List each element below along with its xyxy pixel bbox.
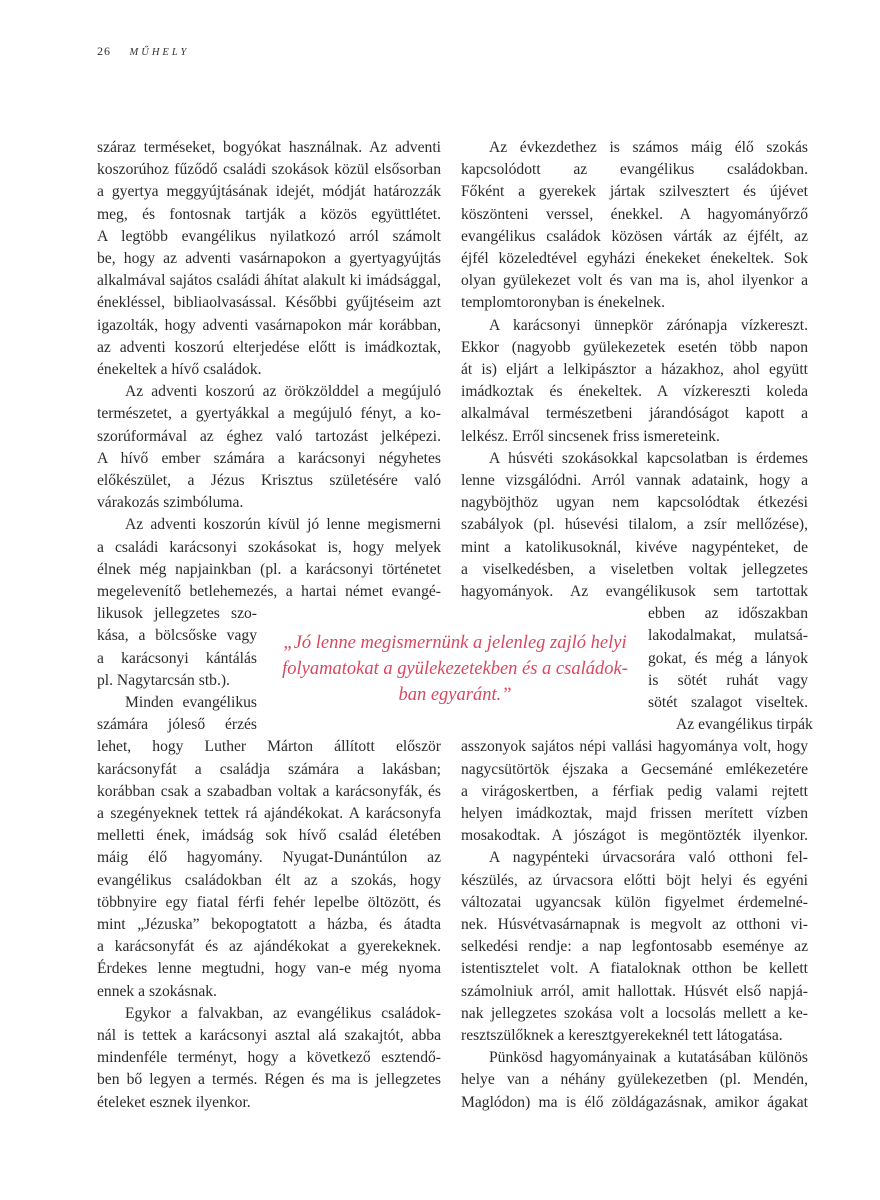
text-line: éjfél közeledtével egyházi énekeket énekeltek. Sok bbox=[461, 250, 808, 267]
text-line: lenne vizsgálódni. Arról vannak adataink, hogy a bbox=[461, 472, 808, 489]
text-line: igazolták, hogy adventi vasárnapokon már korábban, bbox=[97, 316, 441, 334]
running-header bbox=[97, 44, 189, 59]
text-line: alkalmával természetbeni járandóságot kapott a bbox=[461, 405, 808, 423]
text-line: ennek a szokásnak. bbox=[97, 982, 217, 1000]
text-line: énekeltek a hívő családok. bbox=[97, 361, 262, 378]
text-line: énekléssel, bibliaolvasással. Későbbi gyűjtéseim azt bbox=[97, 294, 441, 312]
text-line: A karácsonyi ünnepkör zárónapja vízkereszt. bbox=[489, 316, 808, 334]
text-line: száraz terméseket, bogyókat használnak. Az adventi bbox=[97, 139, 441, 156]
text-line: templomtoronyban is énekelnek. bbox=[461, 294, 665, 312]
text-line: Maglódon) ma is élő zöldágazásnak, amikor ágakat bbox=[461, 1093, 808, 1111]
text-line: gokat, és még a lányok bbox=[648, 649, 808, 667]
text-line: Főként a gyerekek jártak szilvesztert és újévet bbox=[461, 183, 808, 201]
text-line: imádkoztak és énekeltek. A vízkereszti koleda bbox=[461, 383, 808, 401]
text-line: pl. Nagytarcsán stb.). bbox=[97, 671, 230, 689]
text-line: a virágoskertben, a férfiak pedig valami rejtett bbox=[461, 782, 808, 800]
text-line: melletti ének, imádság sok hívő család életében bbox=[97, 827, 441, 845]
text-line: selkedési rendje: a nap legfontosabb eseménye az bbox=[461, 938, 808, 956]
pull-quote-line: „Jó lenne megismernünk a jelenleg zajló helyi bbox=[283, 633, 627, 653]
text-line: helyen imádkoztak, majd frissen merített vízben bbox=[461, 805, 808, 822]
text-line: Ekkor (nagyobb gyülekezetek esetén több napon bbox=[461, 338, 808, 356]
text-line: olyan gyülekezet volt és van ma is, ahol ilyenkor a bbox=[461, 272, 808, 290]
text-line: számára jóleső érzés bbox=[97, 716, 257, 734]
text-line: evangélikus családok közösen várták az éjfélt, az bbox=[461, 227, 808, 245]
text-line: nek. Húsvétvasárnapnak is megvolt az otthoni vi- bbox=[461, 916, 808, 933]
text-line: ebben az időszakban bbox=[648, 605, 808, 623]
text-line: ételeket esznek ilyenkor. bbox=[97, 1093, 251, 1111]
text-line: készülés, az úrvacsora előtti böjt helyi és egyéni bbox=[461, 871, 808, 889]
text-line: Egykor a falvakban, az evangélikus családok- bbox=[125, 1004, 441, 1022]
text-line: meg, és fontosnak tartják a közös együttlétet. bbox=[97, 205, 441, 223]
text-line: lakodalmakat, mulatsá- bbox=[648, 627, 808, 645]
text-line: A húsvéti szokásokkal kapcsolatban is érdemes bbox=[489, 449, 808, 467]
text-line: élnek még napjainkban (pl. a karácsonyi történetet bbox=[97, 560, 441, 578]
text-line: kása, a bölcsőske vagy bbox=[97, 627, 257, 645]
pull-quote-line: ban egyaránt.” bbox=[398, 685, 512, 705]
text-line: is sötét ruhát vagy bbox=[648, 671, 808, 689]
text-line: számolniuk arról, amit hallottak. Húsvét első napjá- bbox=[461, 982, 808, 1000]
text-line: sötét szalagot viseltek. bbox=[648, 694, 808, 711]
text-line: alkalmával sajátos családi áhítat alakult ki imádsággal, bbox=[97, 272, 441, 290]
text-line: Pünkösd hagyományainak a kutatásában különös bbox=[489, 1049, 808, 1067]
text-line: változatai ugyancsak külön figyelmet érdemelné- bbox=[461, 893, 808, 911]
text-line: szabályok (pl. húsevési tilalom, a zsír mellőzése), bbox=[461, 516, 808, 534]
text-line: mint a katolikusoknál, kivéve nagypénteket, de bbox=[461, 538, 808, 556]
text-line: korábban csak a szabadban voltak a karácsonyfák, és bbox=[97, 782, 441, 800]
text-line: likusok jellegzetes szo- bbox=[97, 605, 257, 623]
text-line: mint „Jézuska” bekopogtatott a házba, és átadta bbox=[97, 916, 441, 933]
text-line: resztszülőknek a keresztgyerekeknél tett látogatása. bbox=[461, 1027, 783, 1044]
text-line: megelevenítő betlehemezés, a hartai német evangé- bbox=[97, 583, 441, 600]
text-line: istentisztelet volt. A fiataloknak otthon be kellett bbox=[461, 960, 808, 978]
section-title: MŰHELY bbox=[129, 47, 190, 58]
text-line: többnyire egy fiatal férfi fehér lepelbe öltözött, és bbox=[97, 893, 441, 911]
text-line: előkészület, a Jézus Krisztus születésére való bbox=[97, 472, 441, 489]
text-line: helye van a néhány gyülekezetben (pl. Mendén, bbox=[461, 1071, 808, 1089]
text-line: A hívő ember számára a karácsonyi négyhetes bbox=[97, 449, 441, 467]
text-line: nagycsütörtök éjszaka a Gecsemáné emlékezetére bbox=[461, 760, 808, 778]
text-line: a gyertya meggyújtásának idejét, módját határozzák bbox=[97, 183, 441, 201]
text-line: nál is tettek a karácsonyi asztal alá szakajtót, abba bbox=[97, 1027, 441, 1044]
text-line: várakozás szimbóluma. bbox=[97, 494, 244, 512]
text-line: hagyományok. Az evangélikusok sem tartottak bbox=[461, 583, 808, 600]
text-line: természetet, a gyertyákkal a megújuló fényt, a ko- bbox=[97, 405, 441, 423]
text-line: asszonyok sajátos népi vallási hagyománya volt, hogy bbox=[461, 738, 808, 756]
page-number: 26 bbox=[97, 44, 111, 58]
text-line: át is) eljárt a lelkipásztor a házakhoz, ahol együtt bbox=[461, 361, 808, 378]
text-line: be, hogy az adventi vasárnapokon a gyertyagyújtás bbox=[97, 250, 441, 267]
text-line: Az adventi koszorú az örökzölddel a megújuló bbox=[125, 383, 441, 401]
text-line: karácsonyfát a családja számára a lakásban; bbox=[97, 760, 441, 778]
pull-quote bbox=[275, 630, 635, 708]
text-line: mindenféle terményt, hogy a következő esztendő- bbox=[97, 1049, 441, 1067]
text-line: Az évkezdethez is számos máig élő szokás bbox=[489, 139, 808, 156]
text-line: A nagypénteki úrvacsorára való otthoni fel- bbox=[489, 849, 808, 867]
text-line: nagyböjthöz ugyan nem kapcsolódtak étkezési bbox=[461, 494, 808, 512]
text-line: kapcsolódott az evangélikus családokban. bbox=[461, 161, 808, 179]
text-line: máig élő hagyomány. Nyugat-Dunántúlon az bbox=[97, 849, 441, 867]
text-line: köszönteni verssel, énekkel. A hagyományőrző bbox=[461, 205, 808, 223]
text-line: a szegényeknek tettek rá ajándékokat. A karácsonyfa bbox=[97, 805, 441, 822]
text-line: szorúformával az éghez való tartozást jelképezi. bbox=[97, 427, 441, 445]
text-line: az adventi koszorú elterjedése előtt is imádkoztak, bbox=[97, 338, 441, 356]
text-line: a családi karácsonyi szokásokat is, hogy melyek bbox=[97, 538, 441, 556]
text-line: Az adventi koszorún kívül jó lenne megismerni bbox=[125, 516, 441, 534]
text-line: lelkész. Erről sincsenek friss ismereteink. bbox=[461, 427, 720, 445]
text-line: a viselkedésben, a viseletben voltak jellegzetes bbox=[461, 560, 808, 578]
text-line: Minden evangélikus bbox=[125, 694, 257, 711]
text-line: Érdekes lenne megtudni, hogy van-e még nyoma bbox=[97, 960, 441, 978]
text-line: A legtöbb evangélikus nyilatkozó arról számolt bbox=[97, 227, 441, 245]
text-line: a karácsonyfát és az ajándékokat a gyerekeknek. bbox=[97, 938, 441, 956]
text-line: mosakodtak. A jószágot is megöntözték ilyenkor. bbox=[461, 827, 808, 845]
text-line: ben bő legyen a termés. Régen és ma is jellegzetes bbox=[97, 1071, 441, 1089]
text-line: nak jellegzetes szokása volt a locsolás mellett a ke- bbox=[461, 1004, 808, 1022]
text-line: evangélikus családokban élt az a szokás, hogy bbox=[97, 871, 441, 889]
text-line: Az evangélikus tirpák bbox=[676, 716, 813, 734]
text-line: koszorúhoz fűződő családi szokások közül elsősorban bbox=[97, 161, 441, 179]
text-line: lehet, hogy Luther Márton állított először bbox=[97, 738, 441, 756]
pull-quote-line: folyamatokat a gyülekezetekben és a családok- bbox=[282, 659, 628, 679]
text-line: a karácsonyi kántálás bbox=[97, 649, 257, 667]
